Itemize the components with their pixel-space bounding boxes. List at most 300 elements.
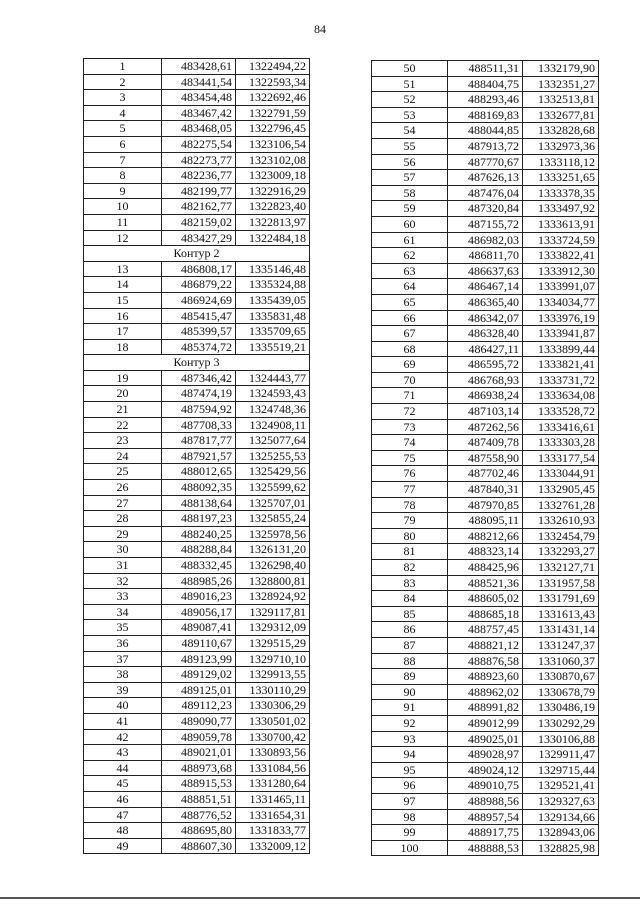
- x-coordinate: 487155,72: [448, 216, 523, 232]
- y-coordinate: 1326131,20: [236, 542, 310, 558]
- y-coordinate: 1332454,79: [523, 528, 599, 544]
- point-number: 98: [372, 809, 448, 825]
- y-coordinate: 1329515,29: [236, 635, 310, 651]
- x-coordinate: 482162,77: [162, 199, 236, 215]
- table-row: [372, 793, 599, 809]
- y-coordinate: 1329327,63: [523, 793, 599, 809]
- y-coordinate: 1325707,01: [236, 495, 310, 511]
- x-coordinate: 488332,45: [162, 558, 236, 574]
- table-row: [372, 419, 599, 435]
- point-number: 76: [372, 466, 448, 482]
- y-coordinate: 1333634,08: [523, 388, 599, 404]
- x-coordinate: 489021,01: [162, 745, 236, 761]
- point-number: 43: [84, 745, 162, 761]
- y-coordinate: 1332610,93: [523, 513, 599, 529]
- table-row: [84, 823, 310, 839]
- x-coordinate: 488973,68: [162, 760, 236, 776]
- y-coordinate: 1329134,66: [523, 809, 599, 825]
- y-coordinate: 1325978,56: [236, 526, 310, 542]
- point-number: 93: [372, 731, 448, 747]
- table-row: [372, 840, 599, 856]
- x-coordinate: 487770,67: [448, 154, 523, 170]
- y-coordinate: 1322796,45: [236, 121, 310, 137]
- table-row: [84, 370, 310, 386]
- table-row: [372, 591, 599, 607]
- x-coordinate: 488521,36: [448, 575, 523, 591]
- point-number: 69: [372, 357, 448, 373]
- y-coordinate: 1328924,92: [236, 589, 310, 605]
- x-coordinate: 485399,57: [162, 324, 236, 340]
- x-coordinate: 488888,53: [448, 840, 523, 856]
- x-coordinate: 487970,85: [448, 497, 523, 513]
- point-number: 85: [372, 606, 448, 622]
- y-coordinate: 1330501,02: [236, 713, 310, 729]
- table-row: [84, 417, 310, 433]
- point-number: 14: [84, 277, 162, 293]
- y-coordinate: 1333912,30: [523, 263, 599, 279]
- point-number: 35: [84, 620, 162, 636]
- x-coordinate: 487476,04: [448, 185, 523, 201]
- y-coordinate: 1332179,90: [523, 61, 599, 77]
- table-row: [84, 635, 310, 651]
- point-number: 58: [372, 185, 448, 201]
- table-row: [84, 105, 310, 121]
- x-coordinate: 489028,97: [448, 747, 523, 763]
- y-coordinate: 1332351,27: [523, 76, 599, 92]
- point-number: 84: [372, 591, 448, 607]
- point-number: 15: [84, 292, 162, 308]
- table-row: [84, 152, 310, 168]
- y-coordinate: 1333416,61: [523, 419, 599, 435]
- x-coordinate: 488092,35: [162, 480, 236, 496]
- point-number: 53: [372, 107, 448, 123]
- table-row: [372, 76, 599, 92]
- x-coordinate: 489110,67: [162, 635, 236, 651]
- y-coordinate: 1335519,21: [236, 339, 310, 355]
- table-row: [372, 61, 599, 77]
- point-number: 49: [84, 838, 162, 854]
- table-row: [84, 74, 310, 90]
- y-coordinate: 1324908,11: [236, 417, 310, 433]
- point-number: 13: [84, 261, 162, 277]
- table-row: [84, 542, 310, 558]
- table-row: [84, 480, 310, 496]
- page-number: 84: [314, 22, 326, 36]
- y-coordinate: 1325255,53: [236, 448, 310, 464]
- x-coordinate: 483441,54: [162, 74, 236, 90]
- x-coordinate: 483467,42: [162, 105, 236, 121]
- y-coordinate: 1335831,48: [236, 308, 310, 324]
- x-coordinate: 486427,11: [448, 341, 523, 357]
- x-coordinate: 486768,93: [448, 372, 523, 388]
- y-coordinate: 1322813,97: [236, 214, 310, 230]
- y-coordinate: 1333991,07: [523, 279, 599, 295]
- point-number: 96: [372, 778, 448, 794]
- x-coordinate: 489129,02: [162, 667, 236, 683]
- point-number: 11: [84, 214, 162, 230]
- table-row: [84, 558, 310, 574]
- table-row: [372, 544, 599, 560]
- table-row: [84, 791, 310, 807]
- x-coordinate: 482159,02: [162, 214, 236, 230]
- point-number: 52: [372, 92, 448, 108]
- point-number: 64: [372, 279, 448, 295]
- contour-header: Контур 3: [84, 355, 310, 371]
- y-coordinate: 1331247,37: [523, 637, 599, 653]
- table-row: [84, 682, 310, 698]
- point-number: 83: [372, 575, 448, 591]
- y-coordinate: 1330678,79: [523, 684, 599, 700]
- point-number: 18: [84, 339, 162, 355]
- x-coordinate: 482275,54: [162, 136, 236, 152]
- x-coordinate: 488985,26: [162, 573, 236, 589]
- y-coordinate: 1330306,29: [236, 698, 310, 714]
- point-number: 25: [84, 464, 162, 480]
- y-coordinate: 1335324,88: [236, 277, 310, 293]
- table-row: [84, 136, 310, 152]
- point-number: 91: [372, 700, 448, 716]
- point-number: 63: [372, 263, 448, 279]
- point-number: 3: [84, 90, 162, 106]
- y-coordinate: 1333177,54: [523, 450, 599, 466]
- table-row: [372, 575, 599, 591]
- x-coordinate: 487103,14: [448, 404, 523, 420]
- table-row: [372, 185, 599, 201]
- y-coordinate: 1331060,37: [523, 653, 599, 669]
- point-number: 37: [84, 651, 162, 667]
- y-coordinate: 1326298,40: [236, 558, 310, 574]
- point-number: 8: [84, 168, 162, 184]
- x-coordinate: 488695,80: [162, 823, 236, 839]
- table-row: [372, 466, 599, 482]
- y-coordinate: 1329117,81: [236, 604, 310, 620]
- point-number: 100: [372, 840, 448, 856]
- x-coordinate: 486342,07: [448, 310, 523, 326]
- table-row: [84, 214, 310, 230]
- y-coordinate: 1331791,69: [523, 591, 599, 607]
- x-coordinate: 488197,23: [162, 511, 236, 527]
- x-coordinate: 489059,78: [162, 729, 236, 745]
- x-coordinate: 482273,77: [162, 152, 236, 168]
- y-coordinate: 1330893,56: [236, 745, 310, 761]
- table-row: [372, 637, 599, 653]
- x-coordinate: 487558,90: [448, 450, 523, 466]
- table-row: [84, 277, 310, 293]
- y-coordinate: 1335146,48: [236, 261, 310, 277]
- table-row: [372, 154, 599, 170]
- table-row: [372, 372, 599, 388]
- y-coordinate: 1333613,91: [523, 216, 599, 232]
- x-coordinate: 489087,41: [162, 620, 236, 636]
- contour-header-row: [84, 355, 310, 371]
- y-coordinate: 1333976,19: [523, 310, 599, 326]
- x-coordinate: 486467,14: [448, 279, 523, 295]
- table-row: [372, 825, 599, 841]
- point-number: 7: [84, 152, 162, 168]
- point-number: 55: [372, 138, 448, 154]
- point-number: 29: [84, 526, 162, 542]
- x-coordinate: 489010,75: [448, 778, 523, 794]
- table-row: [372, 669, 599, 685]
- x-coordinate: 488012,65: [162, 464, 236, 480]
- point-number: 92: [372, 715, 448, 731]
- y-coordinate: 1333822,41: [523, 248, 599, 264]
- point-number: 32: [84, 573, 162, 589]
- y-coordinate: 1333044,91: [523, 466, 599, 482]
- x-coordinate: 489123,99: [162, 651, 236, 667]
- table-row: [372, 528, 599, 544]
- x-coordinate: 487626,13: [448, 170, 523, 186]
- y-coordinate: 1329913,55: [236, 667, 310, 683]
- point-number: 86: [372, 622, 448, 638]
- table-row: [372, 138, 599, 154]
- y-coordinate: 1322484,18: [236, 230, 310, 246]
- x-coordinate: 488288,84: [162, 542, 236, 558]
- table-row: [84, 183, 310, 199]
- table-row: [372, 341, 599, 357]
- point-number: 62: [372, 248, 448, 264]
- y-coordinate: 1332828,68: [523, 123, 599, 139]
- table-row: [372, 513, 599, 529]
- y-coordinate: 1332905,45: [523, 482, 599, 498]
- y-coordinate: 1325077,64: [236, 433, 310, 449]
- point-number: 6: [84, 136, 162, 152]
- point-number: 89: [372, 669, 448, 685]
- y-coordinate: 1331280,64: [236, 776, 310, 792]
- point-number: 72: [372, 404, 448, 420]
- point-number: 22: [84, 417, 162, 433]
- point-number: 88: [372, 653, 448, 669]
- x-coordinate: 488044,85: [448, 123, 523, 139]
- point-number: 79: [372, 513, 448, 529]
- x-coordinate: 487840,31: [448, 482, 523, 498]
- x-coordinate: 488776,52: [162, 807, 236, 823]
- x-coordinate: 489125,01: [162, 682, 236, 698]
- table-row: [372, 123, 599, 139]
- point-number: 66: [372, 310, 448, 326]
- table-row: [84, 713, 310, 729]
- x-coordinate: 482199,77: [162, 183, 236, 199]
- y-coordinate: 1329715,44: [523, 762, 599, 778]
- table-row: [372, 731, 599, 747]
- table-row: [372, 762, 599, 778]
- point-number: 82: [372, 560, 448, 576]
- table-row: [84, 745, 310, 761]
- point-number: 45: [84, 776, 162, 792]
- point-number: 95: [372, 762, 448, 778]
- y-coordinate: 1333528,72: [523, 404, 599, 420]
- x-coordinate: 488757,45: [448, 622, 523, 638]
- x-coordinate: 487594,92: [162, 402, 236, 418]
- y-coordinate: 1335709,65: [236, 324, 310, 340]
- y-coordinate: 1332973,36: [523, 138, 599, 154]
- point-number: 81: [372, 544, 448, 560]
- x-coordinate: 482236,77: [162, 168, 236, 184]
- x-coordinate: 486595,72: [448, 357, 523, 373]
- y-coordinate: 1335439,05: [236, 292, 310, 308]
- table-row: [84, 511, 310, 527]
- x-coordinate: 488169,83: [448, 107, 523, 123]
- table-row: [84, 90, 310, 106]
- point-number: 70: [372, 372, 448, 388]
- y-coordinate: 1332677,81: [523, 107, 599, 123]
- contour-header: Контур 2: [84, 246, 310, 262]
- table-row: [84, 651, 310, 667]
- y-coordinate: 1333731,72: [523, 372, 599, 388]
- table-row: [372, 170, 599, 186]
- x-coordinate: 487320,84: [448, 201, 523, 217]
- point-number: 21: [84, 402, 162, 418]
- table-row: [84, 433, 310, 449]
- point-number: 94: [372, 747, 448, 763]
- point-number: 80: [372, 528, 448, 544]
- y-coordinate: 1333303,28: [523, 435, 599, 451]
- point-number: 2: [84, 74, 162, 90]
- y-coordinate: 1331431,14: [523, 622, 599, 638]
- point-number: 48: [84, 823, 162, 839]
- table-row: [372, 653, 599, 669]
- x-coordinate: 483468,05: [162, 121, 236, 137]
- table-row: [84, 667, 310, 683]
- point-number: 36: [84, 635, 162, 651]
- x-coordinate: 488821,12: [448, 637, 523, 653]
- table-row: [372, 606, 599, 622]
- x-coordinate: 488212,66: [448, 528, 523, 544]
- x-coordinate: 485415,47: [162, 308, 236, 324]
- table-row: [372, 279, 599, 295]
- x-coordinate: 488685,18: [448, 606, 523, 622]
- table-row: [372, 700, 599, 716]
- point-number: 61: [372, 232, 448, 248]
- table-row: [84, 698, 310, 714]
- y-coordinate: 1323009,18: [236, 168, 310, 184]
- y-coordinate: 1331833,77: [236, 823, 310, 839]
- x-coordinate: 487921,57: [162, 448, 236, 464]
- y-coordinate: 1333118,12: [523, 154, 599, 170]
- y-coordinate: 1322823,40: [236, 199, 310, 215]
- y-coordinate: 1333941,87: [523, 326, 599, 342]
- table-row: [84, 261, 310, 277]
- x-coordinate: 483428,61: [162, 59, 236, 75]
- table-row: [372, 747, 599, 763]
- y-coordinate: 1328800,81: [236, 573, 310, 589]
- x-coordinate: 487409,78: [448, 435, 523, 451]
- table-row: [84, 604, 310, 620]
- table-row: [372, 201, 599, 217]
- x-coordinate: 486982,03: [448, 232, 523, 248]
- point-number: 71: [372, 388, 448, 404]
- x-coordinate: 488425,96: [448, 560, 523, 576]
- point-number: 59: [372, 201, 448, 217]
- y-coordinate: 1333724,59: [523, 232, 599, 248]
- y-coordinate: 1330486,19: [523, 700, 599, 716]
- table-row: [372, 715, 599, 731]
- point-number: 1: [84, 59, 162, 75]
- x-coordinate: 488917,75: [448, 825, 523, 841]
- x-coordinate: 486637,63: [448, 263, 523, 279]
- y-coordinate: 1330110,29: [236, 682, 310, 698]
- coordinates-table-left: [83, 58, 310, 854]
- y-coordinate: 1329521,41: [523, 778, 599, 794]
- point-number: 4: [84, 105, 162, 121]
- table-row: [372, 388, 599, 404]
- y-coordinate: 1322692,46: [236, 90, 310, 106]
- y-coordinate: 1331957,58: [523, 575, 599, 591]
- y-coordinate: 1330700,42: [236, 729, 310, 745]
- table-row: [372, 326, 599, 342]
- table-row: [84, 620, 310, 636]
- x-coordinate: 488138,64: [162, 495, 236, 511]
- point-number: 12: [84, 230, 162, 246]
- y-coordinate: 1329911,47: [523, 747, 599, 763]
- point-number: 90: [372, 684, 448, 700]
- y-coordinate: 1322916,29: [236, 183, 310, 199]
- point-number: 74: [372, 435, 448, 451]
- y-coordinate: 1325599,62: [236, 480, 310, 496]
- x-coordinate: 489025,01: [448, 731, 523, 747]
- x-coordinate: 489112,23: [162, 698, 236, 714]
- table-row: [84, 448, 310, 464]
- point-number: 20: [84, 386, 162, 402]
- point-number: 34: [84, 604, 162, 620]
- y-coordinate: 1322494,22: [236, 59, 310, 75]
- table-row: [84, 168, 310, 184]
- coordinates-table-right: [371, 60, 599, 856]
- point-number: 44: [84, 760, 162, 776]
- x-coordinate: 486879,22: [162, 277, 236, 293]
- point-number: 19: [84, 370, 162, 386]
- page-bottom-border: [0, 897, 640, 899]
- point-number: 27: [84, 495, 162, 511]
- x-coordinate: 488962,02: [448, 684, 523, 700]
- x-coordinate: 486938,24: [448, 388, 523, 404]
- x-coordinate: 487817,77: [162, 433, 236, 449]
- table-row: [372, 216, 599, 232]
- x-coordinate: 489012,99: [448, 715, 523, 731]
- y-coordinate: 1330870,67: [523, 669, 599, 685]
- table-row: [372, 357, 599, 373]
- table-row: [84, 589, 310, 605]
- point-number: 87: [372, 637, 448, 653]
- table-row: [84, 324, 310, 340]
- x-coordinate: 487474,19: [162, 386, 236, 402]
- x-coordinate: 488240,25: [162, 526, 236, 542]
- x-coordinate: 486808,17: [162, 261, 236, 277]
- table-row: [84, 838, 310, 854]
- x-coordinate: 486328,40: [448, 326, 523, 342]
- table-row: [84, 199, 310, 215]
- table-row: [84, 464, 310, 480]
- table-row: [84, 526, 310, 542]
- point-number: 24: [84, 448, 162, 464]
- y-coordinate: 1333378,35: [523, 185, 599, 201]
- y-coordinate: 1328825,98: [523, 840, 599, 856]
- x-coordinate: 487913,72: [448, 138, 523, 154]
- table-row: [372, 294, 599, 310]
- y-coordinate: 1324748,36: [236, 402, 310, 418]
- point-number: 30: [84, 542, 162, 558]
- x-coordinate: 488923,60: [448, 669, 523, 685]
- y-coordinate: 1330292,29: [523, 715, 599, 731]
- table-row: [372, 232, 599, 248]
- y-coordinate: 1333497,92: [523, 201, 599, 217]
- y-coordinate: 1324443,77: [236, 370, 310, 386]
- point-number: 75: [372, 450, 448, 466]
- x-coordinate: 486924,69: [162, 292, 236, 308]
- point-number: 57: [372, 170, 448, 186]
- point-number: 10: [84, 199, 162, 215]
- table-row: [84, 807, 310, 823]
